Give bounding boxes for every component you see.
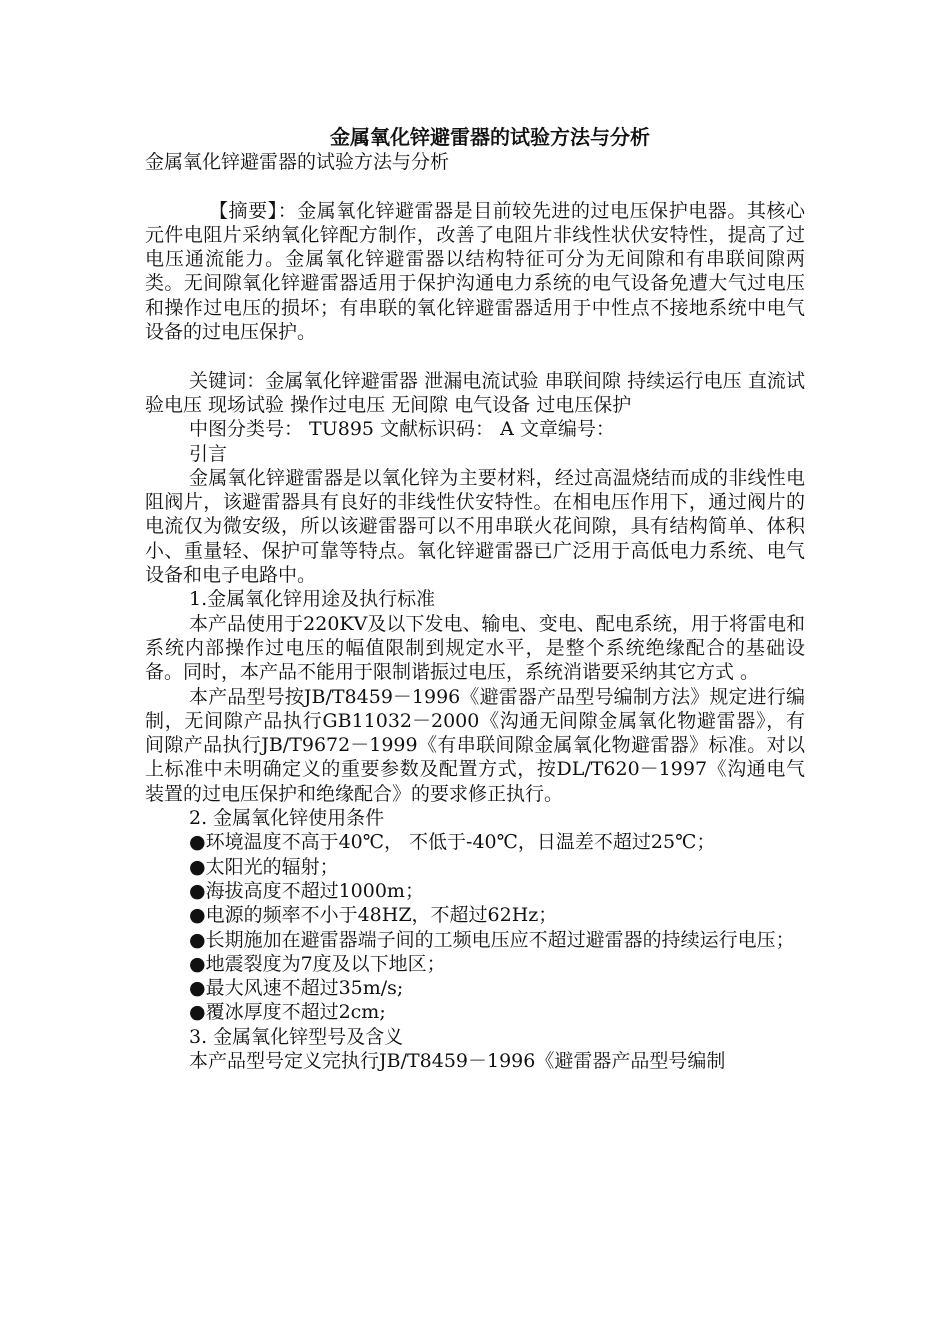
- condition-item: ●覆冰厚度不超过2cm;: [189, 1001, 386, 1024]
- classification-line: 中图分类号： TU895 文献标识码： A 文章编号：: [189, 418, 615, 441]
- section-1-heading: 1.金属氧化锌用途及执行标准: [189, 588, 436, 611]
- section-1-paragraph-1: 本产品使用于220KV及以下发电、输电、变电、配电系统，用于将雷电和系统内部操作过电压的幅值限制到规定水平，是整个系统绝缘配合的基础设备。同时，本产品不能用于限制谐振过电压，系统消谐要采纳其它方式 。: [145, 612, 805, 684]
- abstract-paragraph: 【摘要】：金属氧化锌避雷器是目前较先进的过电压保护电器。其核心元件电阻片采纳氧化锌配方制作，改善了电阻片非线性状伏安特性，提高了过电压通流能力。金属氧化锌避雷器以结构特征可分为无间隙和有串联间隙两类。无间隙氧化锌避雷器适用于保护沟通电力系统的电气设备免遭大气过电压和操作过电压的损坏；有串联的氧化锌避雷器适用于中性点不接地系统中电气设备的过电压保护。: [145, 199, 805, 344]
- section-1-paragraph-2: 本产品型号按JB/T8459－1996《避雷器产品型号编制方法》规定进行编制，无间隙产品执行GB11032－2000《沟通无间隙金属氧化物避雷器》，有间隙产品执行JB/T9672－1999《有串联间隙金属氧化物避雷器》标准。对以上标准中未明确定义的重要参数及配置方式，按DL/T620－1997《沟通电气装置的过电压保护和绝缘配合》的要求修正执行。: [145, 685, 805, 805]
- spacer: [145, 344, 805, 368]
- section-2-heading: 2. 金属氧化锌使用条件: [189, 807, 385, 830]
- condition-item: ●海拔高度不超过1000m；: [189, 879, 424, 902]
- intro-heading: 引言: [189, 442, 228, 465]
- document-title: 金属氧化锌避雷器的试验方法与分析: [330, 125, 650, 149]
- section-3-heading: 3. 金属氧化锌型号及含义: [189, 1025, 404, 1048]
- spacer: [145, 174, 805, 198]
- section-3-paragraph-1: 本产品型号定义完执行JB/T8459－1996《避雷器产品型号编制: [189, 1049, 726, 1072]
- condition-item: ●太阳光的辐射；: [189, 855, 339, 878]
- keywords-paragraph: 关键词：金属氧化锌避雷器 泄漏电流试验 串联间隙 持续运行电压 直流试验电压 现场试验 操作过电压 无间隙 电气设备 过电压保护: [145, 369, 805, 416]
- document-page: [145, 124, 805, 1073]
- intro-paragraph: 金属氧化锌避雷器是以氧化锌为主要材料，经过高温烧结而成的非线性电阻阀片，该避雷器具有良好的非线性伏安特性。在相电压作用下，通过阀片的电流仅为微安级，所以该避雷器可以不用串联火花间隙，具有结构简单、体积小、重量轻、保护可靠等特点。氧化锌避雷器已广泛用于高低电力系统、电气设备和电子电路中。: [145, 466, 805, 587]
- condition-item: ●环境温度不高于40℃， 不低于-40℃，日温差不超过25℃；: [189, 831, 716, 854]
- document-subtitle: 金属氧化锌避雷器的试验方法与分析: [145, 151, 450, 173]
- condition-item: ●电源的频率不小于48HZ，不超过62Hz；: [189, 904, 558, 927]
- condition-item: ●长期施加在避雷器端子间的工频电压应不超过避雷器的持续运行电压；: [189, 928, 795, 951]
- condition-item: ●最大风速不超过35m/s;: [189, 977, 404, 1000]
- condition-item: ●地震裂度为7度及以下地区；: [189, 952, 446, 975]
